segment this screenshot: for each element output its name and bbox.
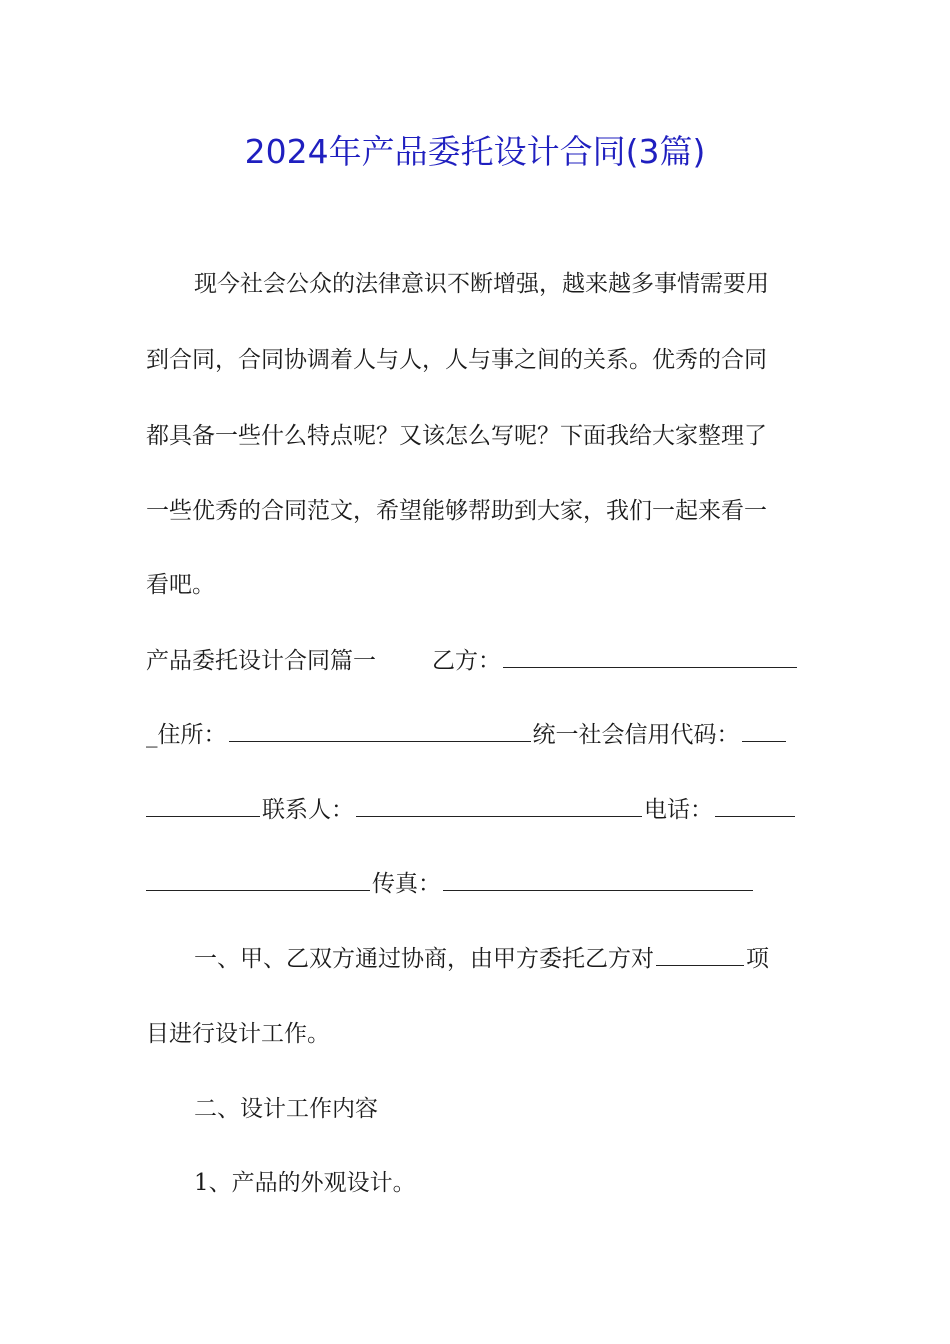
intro-line-4: 一些优秀的合同范文，希望能够帮助到大家，我们一起来看一: [146, 498, 767, 524]
intro-line-3: 都具备一些什么特点呢？又该怎么写呢？下面我给大家整理了: [146, 423, 767, 449]
intro-line-5: 看吧。: [146, 572, 215, 598]
project-blank: [656, 943, 744, 966]
clause-1-text: 一、甲、乙双方通过协商，由甲方委托乙方对: [194, 946, 654, 972]
document-title: 2024年产品委托设计合同(3篇): [244, 132, 706, 171]
clause-1-suffix: 项: [746, 946, 769, 972]
fax-blank: [443, 868, 753, 891]
clause-2-heading: 二、设计工作内容: [194, 1096, 378, 1122]
section-line: [146, 645, 799, 677]
contact-line: [146, 794, 797, 826]
intro-line-2: 到合同，合同协调着人与人，人与事之间的关系。优秀的合同: [146, 347, 767, 373]
phone-blank-start: [715, 794, 795, 817]
credit-code-blank-end: [146, 794, 260, 817]
item-1: 1、产品的外观设计。: [194, 1170, 416, 1196]
credit-code-blank-start: [742, 719, 786, 742]
address-line: [146, 719, 788, 751]
address-label: _住所：: [146, 722, 227, 748]
intro-line-1: 现今社会公众的法律意识不断增强，越来越多事情需要用: [194, 271, 769, 297]
address-blank: [229, 719, 531, 742]
clause-1-line: [194, 943, 769, 975]
contact-label: 联系人：: [262, 797, 354, 823]
phone-label: 电话：: [644, 797, 713, 823]
section-heading: 产品委托设计合同篇一: [146, 648, 376, 674]
credit-code-label: 统一社会信用代码：: [532, 722, 740, 748]
contact-blank: [356, 794, 642, 817]
party-b-label: 乙方：: [432, 648, 501, 674]
fax-line: [146, 868, 755, 900]
fax-label: 传真：: [372, 871, 441, 897]
party-b-blank: [503, 645, 797, 668]
clause-1-continued: 目进行设计工作。: [146, 1021, 330, 1047]
phone-blank-end: [146, 868, 370, 891]
